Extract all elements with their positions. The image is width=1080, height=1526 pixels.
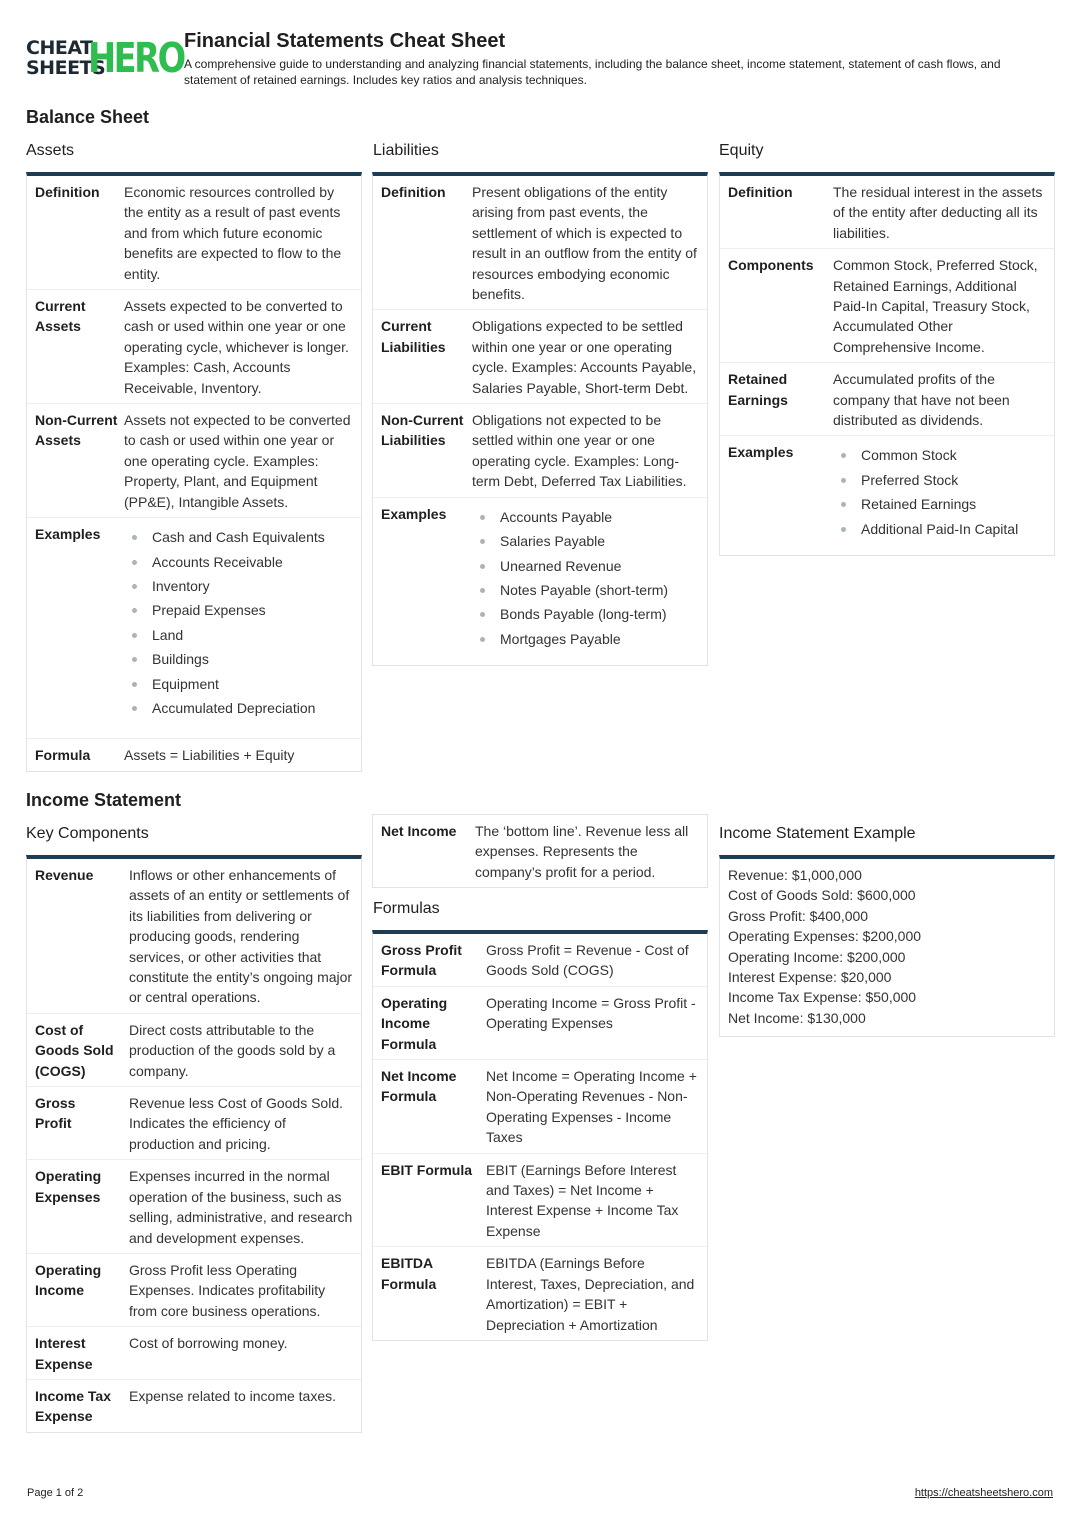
row-label: Examples — [381, 505, 447, 522]
list-item: Accounts Receivable — [124, 550, 353, 574]
row-value — [833, 442, 1054, 541]
row-label: Operating Income Formula — [381, 994, 448, 1052]
row-value: Direct costs attributable to the production of the goods sold by a company. — [129, 1021, 336, 1079]
list-item: Cash and Cash Equivalents — [124, 525, 353, 549]
operating-income-formula-row — [373, 987, 707, 1060]
net-income-row — [373, 815, 707, 887]
page-description: A comprehensive guide to understanding and analyzing financial statements, including the balance sheet, income statement, statement of cash flows, and statement of retained earnings. Includes key ratios and analysis techniques. — [184, 57, 1001, 87]
interest-expense-row — [27, 1327, 361, 1380]
ebitda-formula-row — [373, 1247, 707, 1340]
revenue-row — [27, 859, 361, 1014]
page-number: Page 1 of 2 — [27, 1487, 84, 1499]
income-example-card — [719, 855, 1055, 1037]
assets-heading: Assets — [26, 142, 75, 159]
row-value: EBIT (Earnings Before Interest and Taxes) = Net Income + Interest Expense + Income Tax Expense — [486, 1161, 679, 1239]
list-item: Additional Paid-In Capital — [833, 517, 1046, 541]
row-value: Cost of borrowing money. — [129, 1335, 288, 1352]
assets-current-row — [27, 290, 361, 404]
example-line: Interest Expense: $20,000 — [728, 969, 892, 986]
row-label: Components — [728, 257, 814, 274]
row-label: Interest Expense — [35, 1335, 93, 1372]
equity-retained-row — [720, 363, 1054, 436]
row-label: Current Liabilities — [381, 318, 446, 355]
row-label: Gross Profit — [35, 1095, 76, 1132]
row-label: Definition — [381, 184, 446, 200]
list-item: Prepaid Expenses — [124, 598, 353, 622]
ebit-formula-row — [373, 1154, 707, 1248]
row-value: Assets not expected to be converted to cash or used within one year or one operating cycle. Examples: Property, Plant, and Equipment (PP&E), Intangible Assets. — [124, 412, 351, 510]
list-item: Equipment — [124, 672, 353, 696]
row-label: Definition — [35, 184, 100, 200]
row-label: Gross Profit Formula — [381, 942, 462, 979]
row-value: Gross Profit less Operating Expenses. Indicates profitability from core business operations. — [129, 1261, 326, 1319]
list-item: Salaries Payable — [472, 529, 699, 553]
example-line: Cost of Goods Sold: $600,000 — [728, 887, 916, 904]
assets-formula-row — [27, 739, 361, 770]
list-item: Accounts Payable — [472, 505, 699, 529]
row-value: Expenses incurred in the normal operation of the business, such as selling, administrative, and research and development expenses. — [129, 1168, 353, 1246]
net-income-card — [372, 814, 708, 888]
liabilities-definition-row — [373, 176, 707, 310]
row-value: Assets = Liabilities + Equity — [124, 747, 295, 764]
assets-examples-list — [124, 524, 353, 720]
row-label: EBIT Formula — [381, 1161, 473, 1178]
list-item: Retained Earnings — [833, 492, 1046, 516]
operating-expenses-row — [27, 1160, 361, 1254]
list-item: Buildings — [124, 647, 353, 671]
row-label: Revenue — [35, 867, 94, 883]
row-label: Non-Current Assets — [35, 412, 118, 449]
list-item: Land — [124, 623, 353, 647]
formulas-card — [372, 930, 708, 1341]
row-label: Income Tax Expense — [35, 1387, 111, 1425]
liabilities-heading: Liabilities — [373, 142, 439, 159]
row-value: Economic resources controlled by the entity as a result of past events and from which future economic benefits are expected to flow to the entity. — [124, 184, 342, 282]
row-label: EBITDA Formula — [381, 1255, 437, 1292]
row-value: Expense related to income taxes. — [129, 1387, 337, 1404]
row-label: Net Income — [381, 823, 457, 839]
equity-examples-row — [720, 436, 1054, 555]
assets-card — [26, 172, 362, 772]
row-label: Non-Current Liabilities — [381, 412, 464, 449]
liabilities-noncurrent-row — [373, 404, 707, 498]
row-label: Examples — [35, 526, 101, 543]
liabilities-card — [372, 172, 708, 666]
row-value: EBITDA (Earnings Before Interest, Taxes, Depreciation, and Amortization) = EBIT + Depreciation + Amortization — [486, 1255, 695, 1333]
row-label: Net Income Formula — [381, 1068, 457, 1105]
balance-sheet-heading: Balance Sheet — [26, 107, 150, 127]
key-components-card — [26, 855, 362, 1433]
equity-card — [719, 172, 1055, 556]
row-value: The residual interest in the assets of the entity after deducting all its liabilities. — [833, 184, 1043, 241]
row-label: Current Assets — [35, 298, 86, 335]
income-example-heading: Income Statement Example — [719, 825, 916, 842]
equity-heading: Equity — [719, 142, 764, 159]
row-value: Inflows or other enhancements of assets of an entity or settlements of its liabilities from delivering or producing goods, rendering services, or other activities that constitute the entity’s ongoing major or central operations. — [129, 867, 353, 1006]
income-statement-heading: Income Statement — [26, 790, 182, 810]
row-label: Definition — [728, 184, 793, 200]
site-link[interactable]: https://cheatsheetshero.com — [914, 1487, 1053, 1499]
logo-word-hero: HERO — [88, 34, 184, 82]
row-value: Revenue less Cost of Goods Sold. Indicates the efficiency of production and pricing. — [129, 1095, 344, 1152]
net-income-formula-row — [373, 1060, 707, 1154]
liabilities-examples-row — [373, 498, 707, 665]
row-value: The ‘bottom line’. Revenue less all expenses. Represents the company’s profit for a period. — [475, 823, 689, 880]
formulas-heading: Formulas — [373, 900, 440, 917]
equity-examples-list — [833, 442, 1046, 541]
list-item: Accumulated Depreciation — [124, 696, 353, 720]
row-label: Retained Earnings — [728, 371, 788, 408]
example-line: Operating Income: $200,000 — [728, 948, 906, 965]
list-item: Notes Payable (short-term) — [472, 578, 699, 602]
liabilities-current-row — [373, 310, 707, 404]
row-value — [124, 524, 361, 720]
example-line: Operating Expenses: $200,000 — [728, 928, 922, 945]
list-item: Unearned Revenue — [472, 554, 699, 578]
key-components-heading: Key Components — [26, 825, 149, 842]
row-value: Obligations expected to be settled within one year or one operating cycle. Examples: Accounts Payable, Salaries Payable, Short-term Debt. — [472, 318, 697, 396]
equity-components-row — [720, 249, 1054, 363]
row-value: Accumulated profits of the company that have not been distributed as dividends. — [833, 371, 1010, 429]
row-value: Present obligations of the entity arising from past events, the settlement of which is expected to result in an outflow from the entity of resources embodying economic benefits. — [472, 184, 697, 303]
liabilities-examples-list — [472, 504, 699, 651]
row-value: Net Income = Operating Income + Non-Operating Revenues - Non-Operating Expenses - Income Taxes — [486, 1068, 697, 1146]
row-value: Assets expected to be converted to cash or used within one year or one operating cycle, whichever is longer. Examples: Cash, Accounts Receivable, Inventory. — [124, 298, 349, 396]
page-title: Financial Statements Cheat Sheet — [184, 30, 506, 52]
list-item: Bonds Payable (long-term) — [472, 602, 699, 626]
gross-profit-formula-row — [373, 934, 707, 987]
page-header — [26, 30, 1056, 90]
income-example-body — [720, 859, 1054, 1036]
row-label: Operating Expenses — [35, 1168, 102, 1205]
example-line: Gross Profit: $400,000 — [728, 907, 869, 924]
row-label: Formula — [35, 747, 91, 764]
equity-definition-row — [720, 176, 1054, 249]
assets-definition-row — [27, 176, 361, 290]
row-value: Operating Income = Gross Profit - Operating Expenses — [486, 994, 696, 1032]
row-value: Common Stock, Preferred Stock, Retained Earnings, Additional Paid-In Capital, Treasury Stock, Accumulated Other Comprehensive Income. — [833, 257, 1038, 355]
row-value: Obligations not expected to be settled within one year or one operating cycle. Examples: Long-term Debt, Deferred Tax Liabilities. — [472, 412, 687, 490]
row-value — [472, 504, 707, 651]
gross-profit-row — [27, 1087, 361, 1160]
cogs-row — [27, 1014, 361, 1087]
assets-noncurrent-row — [27, 404, 361, 518]
row-label: Operating Income — [35, 1261, 102, 1299]
list-item: Inventory — [124, 574, 353, 598]
operating-income-row — [27, 1254, 361, 1327]
example-line: Net Income: $130,000 — [728, 1009, 866, 1026]
example-line: Income Tax Expense: $50,000 — [728, 989, 917, 1006]
row-label: Examples — [728, 444, 794, 461]
row-value: Gross Profit = Revenue - Cost of Goods Sold (COGS) — [486, 942, 689, 979]
list-item: Preferred Stock — [833, 468, 1046, 492]
income-tax-expense-row — [27, 1380, 361, 1432]
list-item: Common Stock — [833, 443, 1046, 467]
example-line: Revenue: $1,000,000 — [728, 867, 862, 883]
logo-word-cheat: CHEAT — [26, 37, 93, 59]
assets-examples-row — [27, 518, 361, 739]
logo-word-sheets: SHEETS — [26, 57, 106, 79]
cheatsheetshero-logo[interactable] — [26, 34, 184, 82]
list-item: Mortgages Payable — [472, 627, 699, 651]
row-label: Cost of Goods Sold (COGS) — [35, 1021, 114, 1079]
